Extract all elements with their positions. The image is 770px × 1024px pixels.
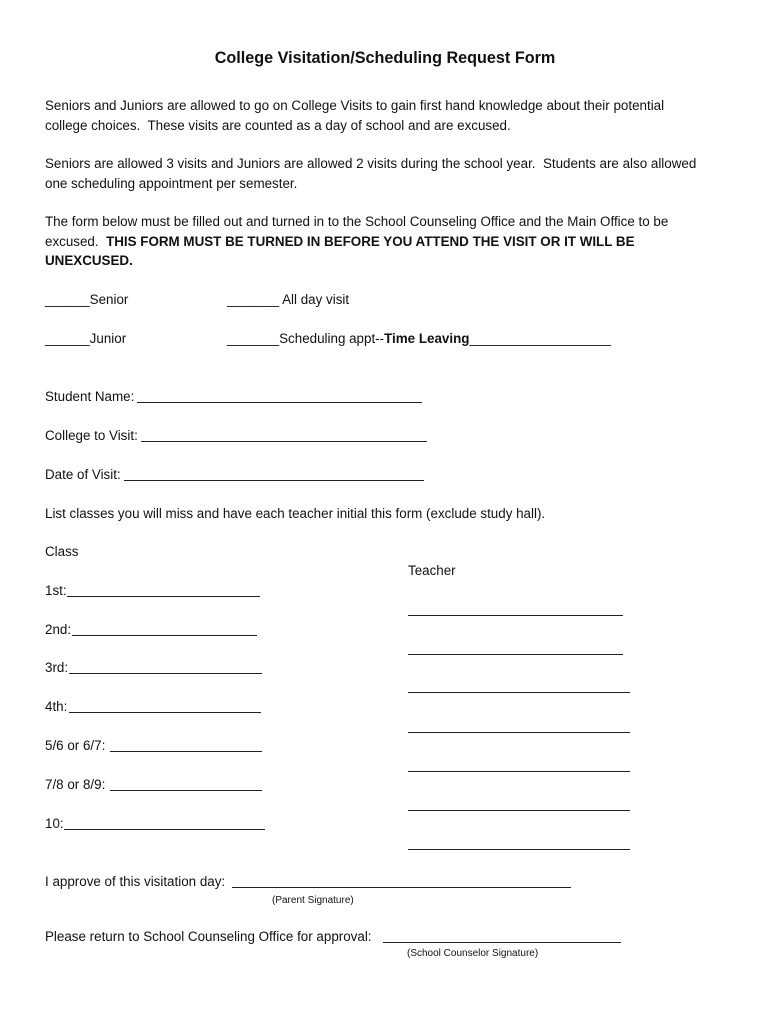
scheduling-appt-option[interactable]	[227, 332, 611, 345]
instructions-prefix: excused.	[45, 234, 99, 249]
date-of-visit-field[interactable]	[124, 480, 424, 481]
class-field[interactable]	[64, 829, 265, 830]
intro-paragraph-line: college choices. These visits are counted as a day of school and are excused.	[45, 118, 511, 133]
counselor-signature-caption: (School Counselor Signature)	[407, 948, 539, 959]
parent-approval-label: I approve of this visitation day:	[45, 874, 226, 889]
college-to-visit-label: College to Visit:	[45, 428, 138, 443]
class-field[interactable]	[69, 673, 262, 674]
class-field[interactable]	[110, 751, 262, 752]
teacher-initial-field[interactable]	[408, 692, 630, 693]
teacher-column-header: Teacher	[408, 563, 456, 578]
instructions-line	[45, 235, 635, 248]
teacher-initial-field[interactable]	[408, 810, 630, 811]
visit-limits-line: Seniors are allowed 3 visits and Juniors are allowed 2 visits during the school year. Students are also allowed	[45, 156, 697, 171]
counselor-signature-field[interactable]	[383, 942, 621, 943]
warning-text: UNEXCUSED.	[45, 253, 133, 268]
class-column-header: Class	[45, 544, 79, 559]
date-of-visit-label: Date of Visit:	[45, 467, 121, 482]
junior-option[interactable]: ______Junior	[45, 331, 127, 346]
student-name-field[interactable]	[137, 402, 422, 403]
instructions-line: The form below must be filled out and turned in to the School Counseling Office and the Main Office to be	[45, 214, 669, 229]
class-field[interactable]	[72, 635, 257, 636]
class-field[interactable]	[110, 790, 262, 791]
senior-option[interactable]: ______Senior	[45, 292, 129, 307]
scheduling-appt-label: _______Scheduling appt--	[227, 331, 385, 346]
class-row-label: 4th:	[45, 699, 68, 714]
teacher-initial-field[interactable]	[408, 615, 623, 616]
visit-limits-line: one scheduling appointment per semester.	[45, 176, 298, 191]
class-row-label: 1st:	[45, 583, 67, 598]
page-title: College Visitation/Scheduling Request Form	[214, 49, 556, 67]
time-leaving-label: Time Leaving	[384, 331, 470, 346]
time-leaving-field[interactable]: ___________________	[469, 331, 611, 346]
class-field[interactable]	[69, 712, 261, 713]
parent-signature-caption: (Parent Signature)	[272, 895, 354, 906]
class-row-label: 10:	[45, 816, 64, 831]
teacher-initial-field[interactable]	[408, 732, 630, 733]
classes-instruction: List classes you will miss and have each teacher initial this form (exclude study hall).	[45, 506, 546, 521]
teacher-initial-field[interactable]	[408, 849, 630, 850]
student-name-label: Student Name:	[45, 389, 135, 404]
all-day-visit-option[interactable]: _______ All day visit	[227, 292, 350, 307]
class-row-label: 3rd:	[45, 660, 69, 675]
teacher-initial-field[interactable]	[408, 654, 623, 655]
class-field[interactable]	[67, 596, 260, 597]
college-to-visit-field[interactable]	[141, 441, 427, 442]
class-row-label: 7/8 or 8/9:	[45, 777, 106, 792]
intro-paragraph-line: Seniors and Juniors are allowed to go on College Visits to gain first hand knowledge about their potential	[45, 98, 665, 113]
parent-signature-field[interactable]	[232, 887, 571, 888]
warning-text: THIS FORM MUST BE TURNED IN BEFORE YOU ATTEND THE VISIT OR IT WILL BE	[106, 234, 635, 249]
class-row-label: 2nd:	[45, 622, 72, 637]
class-row-label: 5/6 or 6/7:	[45, 738, 106, 753]
teacher-initial-field[interactable]	[408, 771, 630, 772]
counselor-approval-label: Please return to School Counseling Office for approval:	[45, 929, 372, 944]
